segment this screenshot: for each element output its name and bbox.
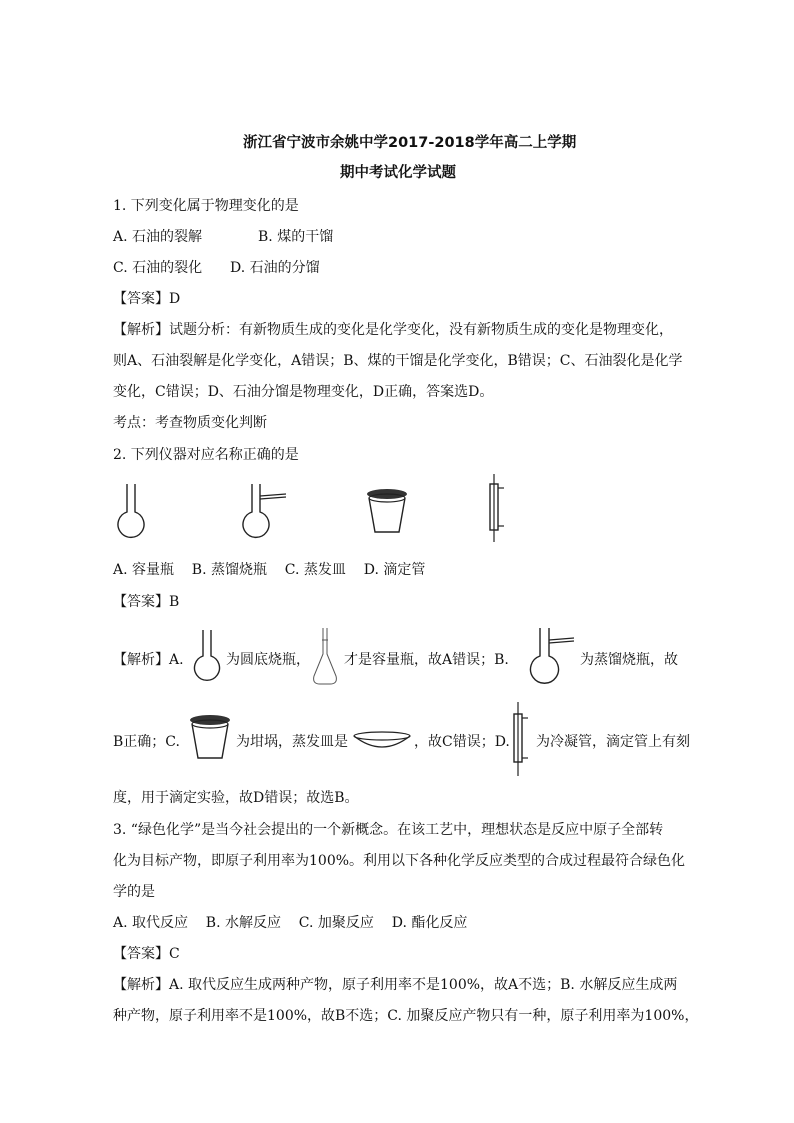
q2-options: A. 容量瓶 B. 蒸馏烧瓶 C. 蒸发皿 D. 滴定管: [113, 562, 426, 578]
q2-analysis-text3: 为蒸馏烧瓶，故: [580, 652, 678, 668]
volumetric-flask-inline-image: [310, 626, 340, 688]
q2-analysis-prefix: 【解析】A.: [113, 652, 184, 668]
doc-title-line2: 期中考试化学试题: [340, 165, 456, 181]
q2-stem: 2. 下列仪器对应名称正确的是: [113, 447, 299, 463]
q1-option-a: A. 石油的裂解: [113, 229, 203, 245]
evaporating-dish-inline-image: [352, 730, 412, 754]
condenser-inline-image: [508, 702, 532, 778]
q2-analysis-text2: 才是容量瓶，故A错误；B.: [344, 652, 509, 668]
q1-answer: 【答案】D: [113, 291, 181, 307]
round-bottom-flask-image: [113, 482, 149, 542]
q2-analysis-b-text1: 为坩埚，蒸发皿是: [236, 734, 348, 750]
q3-analysis-line2: 种产物，原子利用率不是100%，故B不选；C. 加聚反应产物只有一种，原子利用率为100%，: [113, 1008, 699, 1024]
q2-analysis-b-text2: ，故C错误；D.: [414, 734, 510, 750]
q2-analysis-b-prefix: B正确；C.: [113, 734, 180, 750]
q1-option-c: C. 石油的裂化: [113, 260, 203, 276]
q2-analysis-b-text3: 为冷凝管，滴定管上有刻: [536, 734, 690, 750]
q1-option-b: B. 煤的干馏: [258, 229, 334, 245]
q2-answer: 【答案】B: [113, 594, 180, 610]
doc-title-line1: 浙江省宁波市余姚中学2017-2018学年高二上学期: [243, 135, 577, 151]
q3-answer: 【答案】C: [113, 946, 180, 962]
q1-analysis-line1: 【解析】试题分析：有新物质生成的变化是化学变化，没有新物质生成的变化是物理变化，: [113, 322, 673, 338]
q3-stem-line2: 化为目标产物，即原子利用率为100%。利用以下各种化学反应类型的合成过程最符合绿色化: [113, 853, 686, 869]
distillation-flask-image: [238, 482, 294, 542]
q2-analysis-c-line: 度，用于滴定实验，故D错误；故选B。: [113, 790, 359, 806]
q1-stem: 1. 下列变化属于物理变化的是: [113, 198, 299, 214]
condenser-image: [484, 474, 508, 544]
q1-analysis-line3: 变化，C错误；D、石油分馏是物理变化，D正确，答案选D。: [113, 384, 494, 400]
q3-stem-line1: 3. “绿色化学”是当今社会提出的一个新概念。在该工艺中，理想状态是反应中原子全部转: [113, 822, 664, 838]
q3-analysis-line1: 【解析】A. 取代反应生成两种产物，原子利用率不是100%，故A不选；B. 水解反应生成两: [113, 977, 678, 993]
q3-stem-line3: 学的是: [113, 884, 155, 900]
distillation-flask-inline-image: [522, 626, 578, 688]
q3-options: A. 取代反应 B. 水解反应 C. 加聚反应 D. 酯化反应: [113, 915, 468, 931]
q2-analysis-text1: 为圆底烧瓶，: [226, 652, 310, 668]
crucible-inline-image: [186, 712, 234, 762]
crucible-image: [363, 486, 411, 536]
q1-kaodian: 考点：考查物质变化判断: [113, 415, 267, 431]
q1-analysis-line2: 则A、石油裂解是化学变化，A错误；B、煤的干馏是化学变化，B错误；C、石油裂化是化学: [113, 353, 683, 369]
q1-option-d: D. 石油的分馏: [230, 260, 320, 276]
round-bottom-flask-inline-image: [190, 628, 224, 686]
